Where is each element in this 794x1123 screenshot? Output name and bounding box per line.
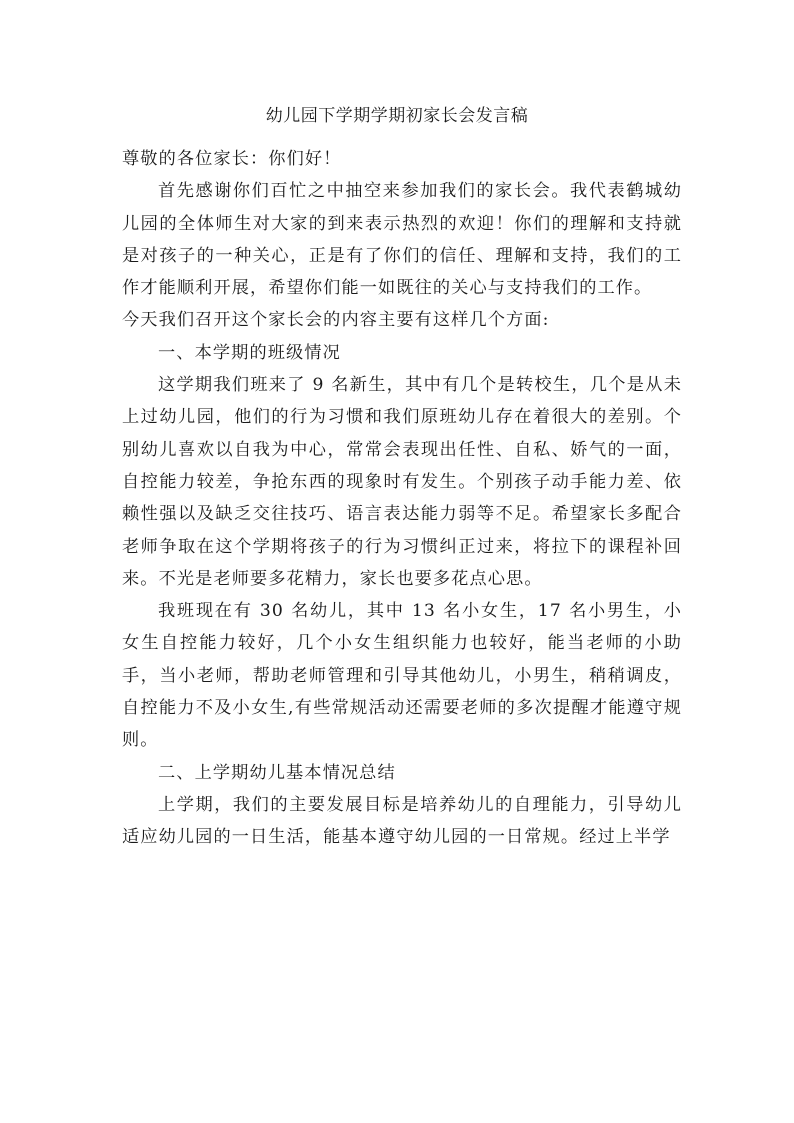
paragraph-new-students: 这学期我们班来了 9 名新生，其中有几个是转校生，几个是从未上过幼儿园，他们的行为习惯和我们原班幼儿存在着很大的差别。个别幼儿喜欢以自我为中心，常常会表现出任性、自私、娇气的一面，自控能力较差，争抢东西的现象时有发生。个别孩子动手能力差、依赖性强以及缺乏交往技巧、语言表达能力弱等不足。希望家长多配合老师争取在这个学期将孩子的行为习惯纠正过来，将拉下的课程补回来。不光是老师要多花精力，家长也要多花点心思。 (122, 375, 682, 589)
paragraph-class-composition: 我班现在有 30 名幼儿，其中 13 名小女生，17 名小男生，小女生自控能力较好，几个小女生组织能力也较好，能当老师的小助手，当小老师，帮助老师管理和引导其他幼儿，小男生，稍稍调皮，自控能力不及小女生,有些常规活动还需要老师的多次提醒才能遵守规则。 (122, 601, 682, 751)
paragraph-agenda-intro: 今天我们召开这个家长会的内容主要有这样几个方面: (122, 310, 550, 331)
section-heading-class-status: 一、本学期的班级情况 (158, 342, 341, 363)
paragraph-last-semester-goals: 上学期，我们的主要发展目标是培养幼儿的自理能力，引导幼儿适应幼儿园的一日生活，能基本遵守幼儿园的一日常规。经过上半学 (122, 794, 682, 848)
paragraph-thanks: 首先感谢你们百忙之中抽空来参加我们的家长会。我代表鹤城幼儿园的全体师生对大家的到来表示热烈的欢迎！你们的理解和支持就是对孩子的一种关心，正是有了你们的信任、理解和支持，我们的工作才能顺利开展，希望你们能一如既往的关心与支持我们的工作。 (122, 181, 682, 299)
document-title: 幼儿园下学期学期初家长会发言稿 (265, 106, 529, 126)
greeting: 尊敬的各位家长：你们好！ (122, 149, 342, 169)
document-body (122, 143, 682, 854)
section-heading-last-semester: 二、上学期幼儿基本情况总结 (158, 762, 396, 783)
